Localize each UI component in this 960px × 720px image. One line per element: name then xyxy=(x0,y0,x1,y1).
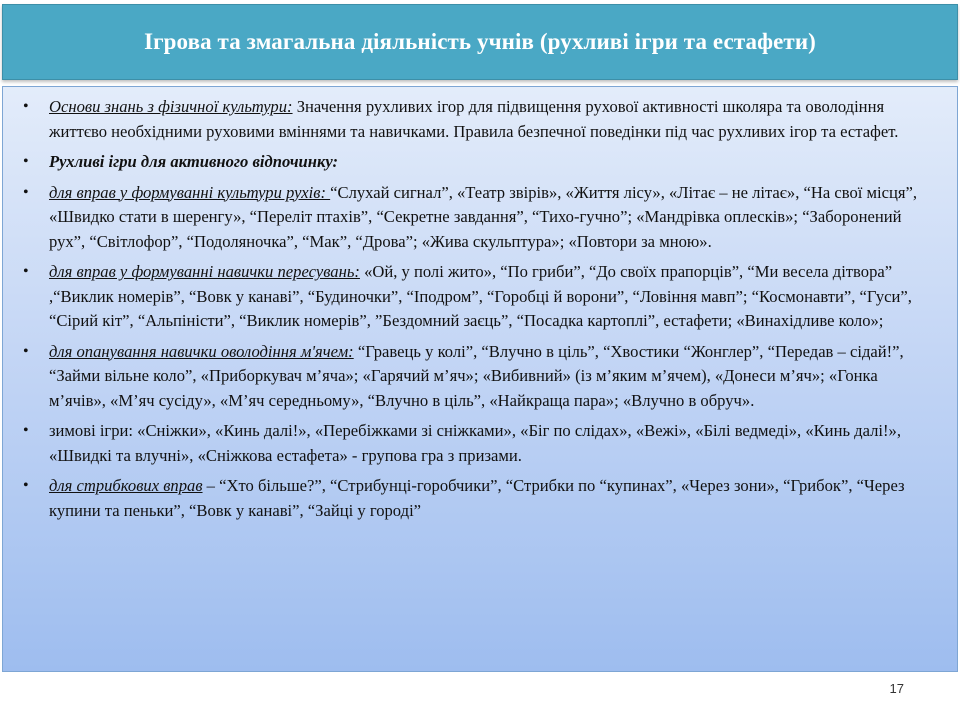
bullet-list xyxy=(3,87,957,523)
bullet-icon: • xyxy=(23,183,29,201)
bullet-item xyxy=(17,260,937,334)
bullet-text: зимові ігри: «Сніжки», «Кинь далі!», «Перебіжками зі сніжками», «Біг по слідах», «Вежі», «Білі ведмеді», «Кинь далі!», «Швидкі та влучні», «Сніжкова естафета» - групова гра з призами. xyxy=(49,421,901,465)
bullet-icon: • xyxy=(23,98,29,115)
bullet-label: для опанування навички оволодіння м'ячем: xyxy=(49,341,354,361)
bullet-text: “Гравець у колі”, “Влучно в ціль”, “Хвостики “Жонглер”, “Передав – сідай!”, “Займи вільне коло”, «Приборкувач м’яча»; «Гарячий м’яч»; «Вибивний» (із м’яким м’ячем), «Донеси м’яч»; «Гонка м’ячів», «М’яч сусіду», «М’яч середньому», “Влучно в ціль”, «Найкраща пара»; «Влучно в обруч». xyxy=(49,341,904,410)
bullet-item xyxy=(17,95,937,144)
bullet-label: для вправ у формуванні навички пересувань: xyxy=(49,262,360,281)
bullet-item xyxy=(17,150,937,175)
bullet-item xyxy=(17,340,937,414)
bullet-label: для стрибкових вправ xyxy=(49,476,203,495)
bullet-text: – “Хто більше?”, “Стрибунці-горобчики”, “Стрибки по “купинах”, «Через зони», “Грибок”, “Через купини та пеньки”, “Вовк у канаві”, “Зайці у городі” xyxy=(49,476,905,520)
bullet-label: для вправ у формуванні культури рухів: xyxy=(49,182,331,202)
bullet-text: “Слухай сигнал”, «Театр звірів», «Життя лісу», «Літає – не літає», “На свої місця”, «Швидко стати в шеренгу», “Переліт птахів”, “Секретне завдання”, “Тихо-гучно”; «Мандрівка оплесків»; “Заборонений рух”, “Світлофор”, “Подоляночка”, “Мак”, “Дрова”; «Жива скульптура»; «Повтори за мною». xyxy=(49,182,918,251)
bullet-label: Основи знань з фізичної культури: xyxy=(49,97,293,116)
bullet-icon: • xyxy=(23,153,29,170)
slide-title-bar xyxy=(2,4,958,80)
slide-number: 17 xyxy=(889,681,904,696)
content-box xyxy=(2,86,958,672)
slide-title: Ігрова та змагальна діяльність учнів (рухливі ігри та естафети) xyxy=(144,29,816,54)
bullet-text: «Ой, у полі жито», “По гриби”, “До своїх прапорців”, “Ми весела дітвора” ,“Виклик номерів”, “Вовк у канаві”, “Будиночки”, “Іподром”, “Горобці й ворони”, “Ловіння мавп”; “Космонавти”, “Гуси”, “Сірий кіт”, “Альпіністи”, “Виклик номерів”, ”Бездомний заєць”, “Посадка картоплі”, естафети; «Винахідливе коло»; xyxy=(49,262,912,330)
bullet-icon: • xyxy=(23,477,29,494)
bullet-icon: • xyxy=(23,342,29,360)
bullet-item xyxy=(17,474,937,523)
bullet-label: Рухливі ігри для активного відпочинку: xyxy=(49,152,339,171)
bullet-icon: • xyxy=(23,422,29,439)
bullet-text: Значення рухливих ігор для підвищення рухової активності школяра та оволодіння життєво необхідними руховими вміннями та навичками. Правила безпечної поведінки під час рухливих ігор та естафет. xyxy=(49,97,899,141)
bullet-item xyxy=(17,419,937,468)
bullet-icon: • xyxy=(23,263,29,280)
bullet-item xyxy=(17,181,937,255)
